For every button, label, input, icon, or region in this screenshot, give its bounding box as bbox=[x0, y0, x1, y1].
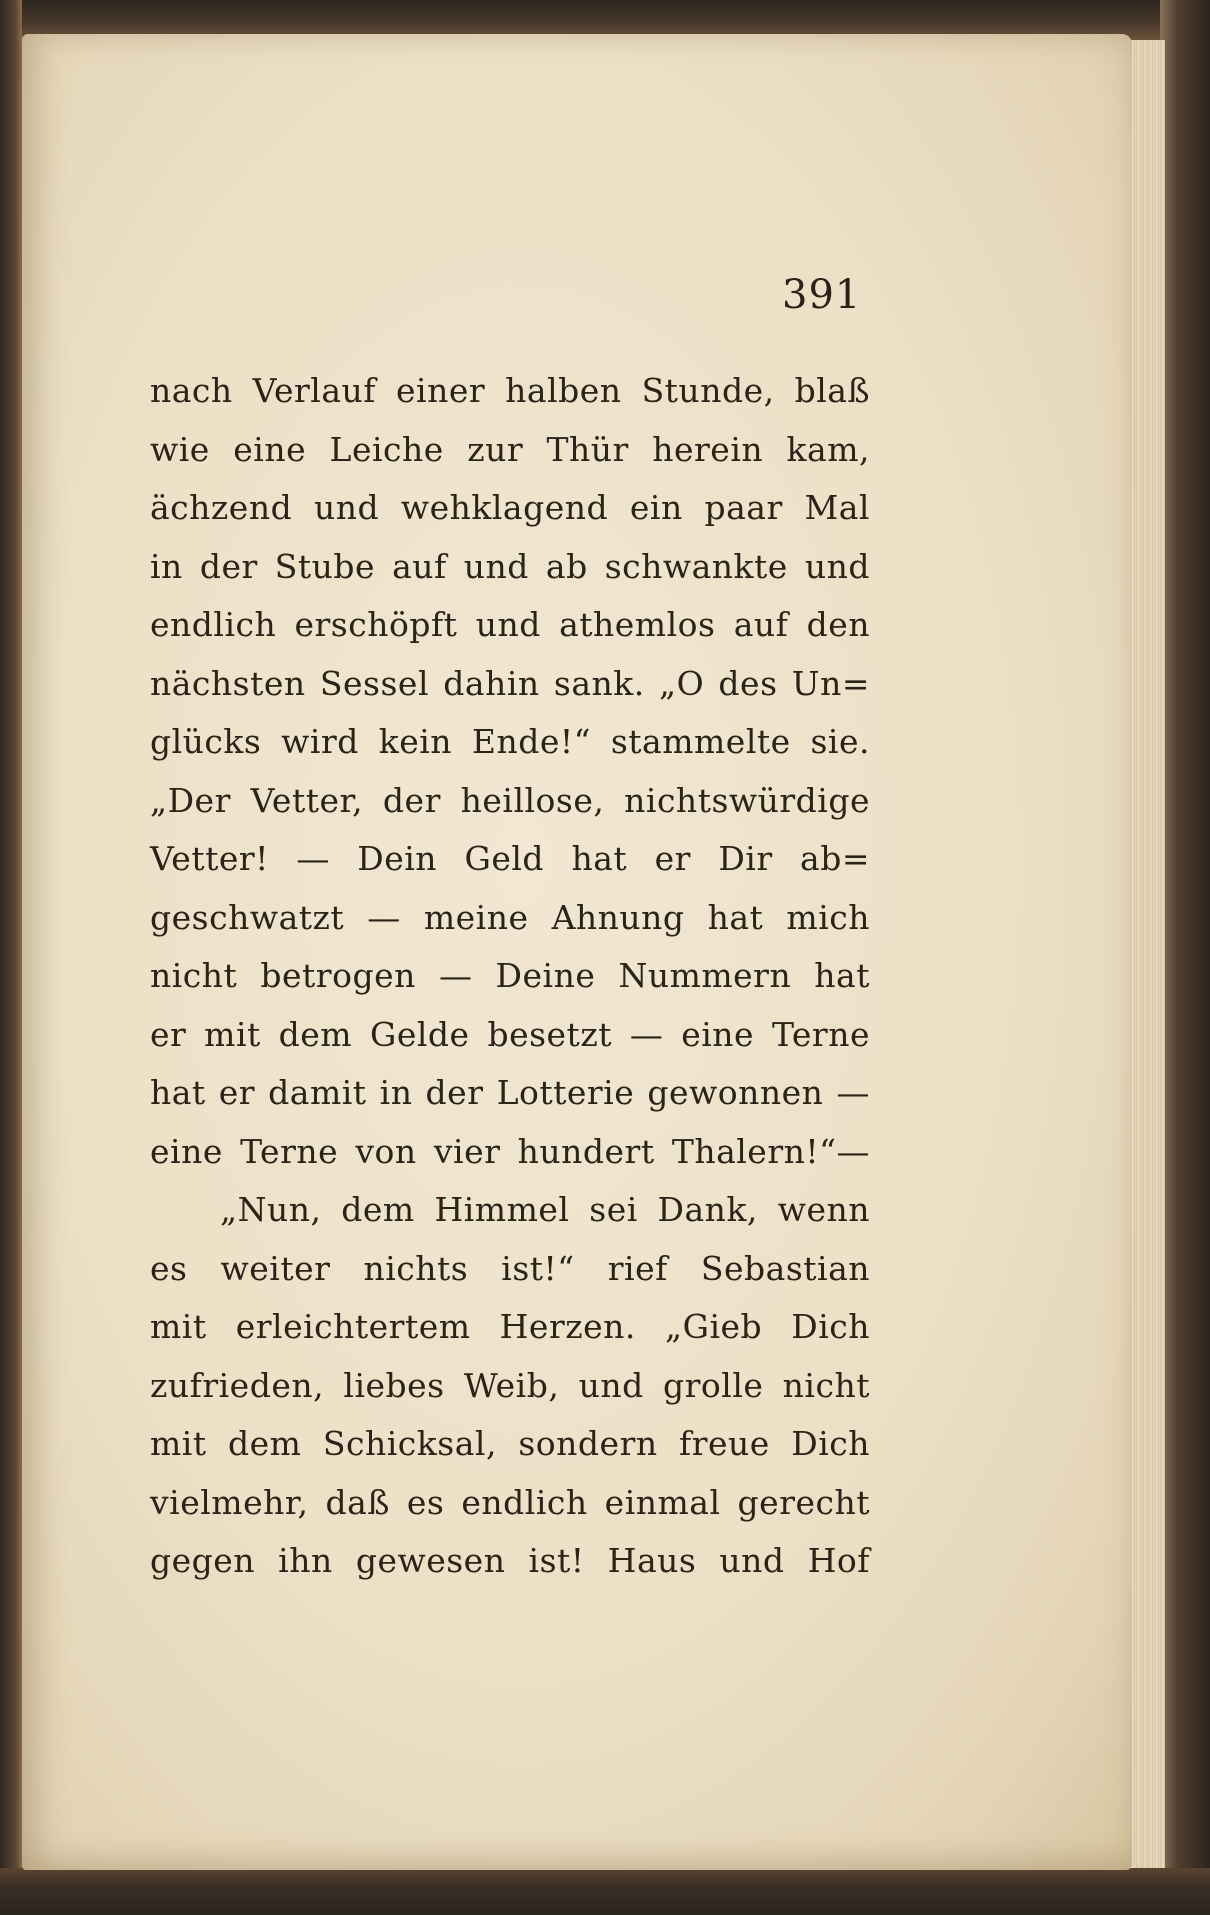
text-line: nach Verlauf einer halben Stunde, blaß bbox=[150, 371, 870, 410]
text-line: wie eine Leiche zur Thür herein kam, bbox=[150, 429, 870, 469]
text-line: mit erleichtertem Herzen. „Gieb Dich bbox=[150, 1307, 870, 1346]
text-line: nächsten Sessel dahin sank. „O des Un= bbox=[150, 663, 870, 703]
book-page bbox=[22, 34, 1132, 1870]
text-line: ächzend und wehklagend ein paar Mal bbox=[150, 488, 870, 527]
text-line: „Der Vetter, der heillose, nichtswürdige bbox=[150, 780, 870, 820]
page-number: 391 bbox=[782, 272, 862, 318]
page-stack-edges bbox=[1128, 40, 1165, 1868]
book-cover-right-edge bbox=[1160, 0, 1210, 1915]
text-line: „Nun, dem Himmel sei Dank, wenn bbox=[220, 1190, 870, 1229]
text-line: es weiter nichts ist!“ rief Sebastian bbox=[150, 1248, 870, 1288]
body-text bbox=[150, 362, 870, 1591]
text-line: nicht betrogen — Deine Nummern hat bbox=[150, 956, 870, 995]
text-line: vielmehr, daß es endlich einmal gerecht bbox=[150, 1482, 870, 1522]
text-line: Vetter! — Dein Geld hat er Dir ab= bbox=[150, 839, 870, 878]
text-line: gegen ihn gewesen ist! Haus und Hof bbox=[150, 1541, 870, 1580]
text-line: er mit dem Gelde besetzt — eine Terne bbox=[150, 1014, 870, 1054]
book-cover-bottom-edge bbox=[0, 1868, 1210, 1915]
text-line: glücks wird kein Ende!“ stammelte sie. bbox=[150, 722, 870, 761]
text-line: in der Stube auf und ab schwankte und bbox=[150, 546, 870, 586]
text-line: hat er damit in der Lotterie gewonnen — bbox=[150, 1073, 870, 1112]
text-line: mit dem Schicksal, sondern freue Dich bbox=[150, 1424, 870, 1463]
text-line: endlich erschöpft und athemlos auf den bbox=[150, 605, 870, 644]
text-line: geschwatzt — meine Ahnung hat mich bbox=[150, 897, 870, 937]
text-line: zufrieden, liebes Weib, und grolle nicht bbox=[150, 1365, 870, 1405]
text-line: eine Terne von vier hundert Thalern!“— bbox=[150, 1131, 870, 1171]
book-cover-left-edge bbox=[0, 0, 22, 1915]
